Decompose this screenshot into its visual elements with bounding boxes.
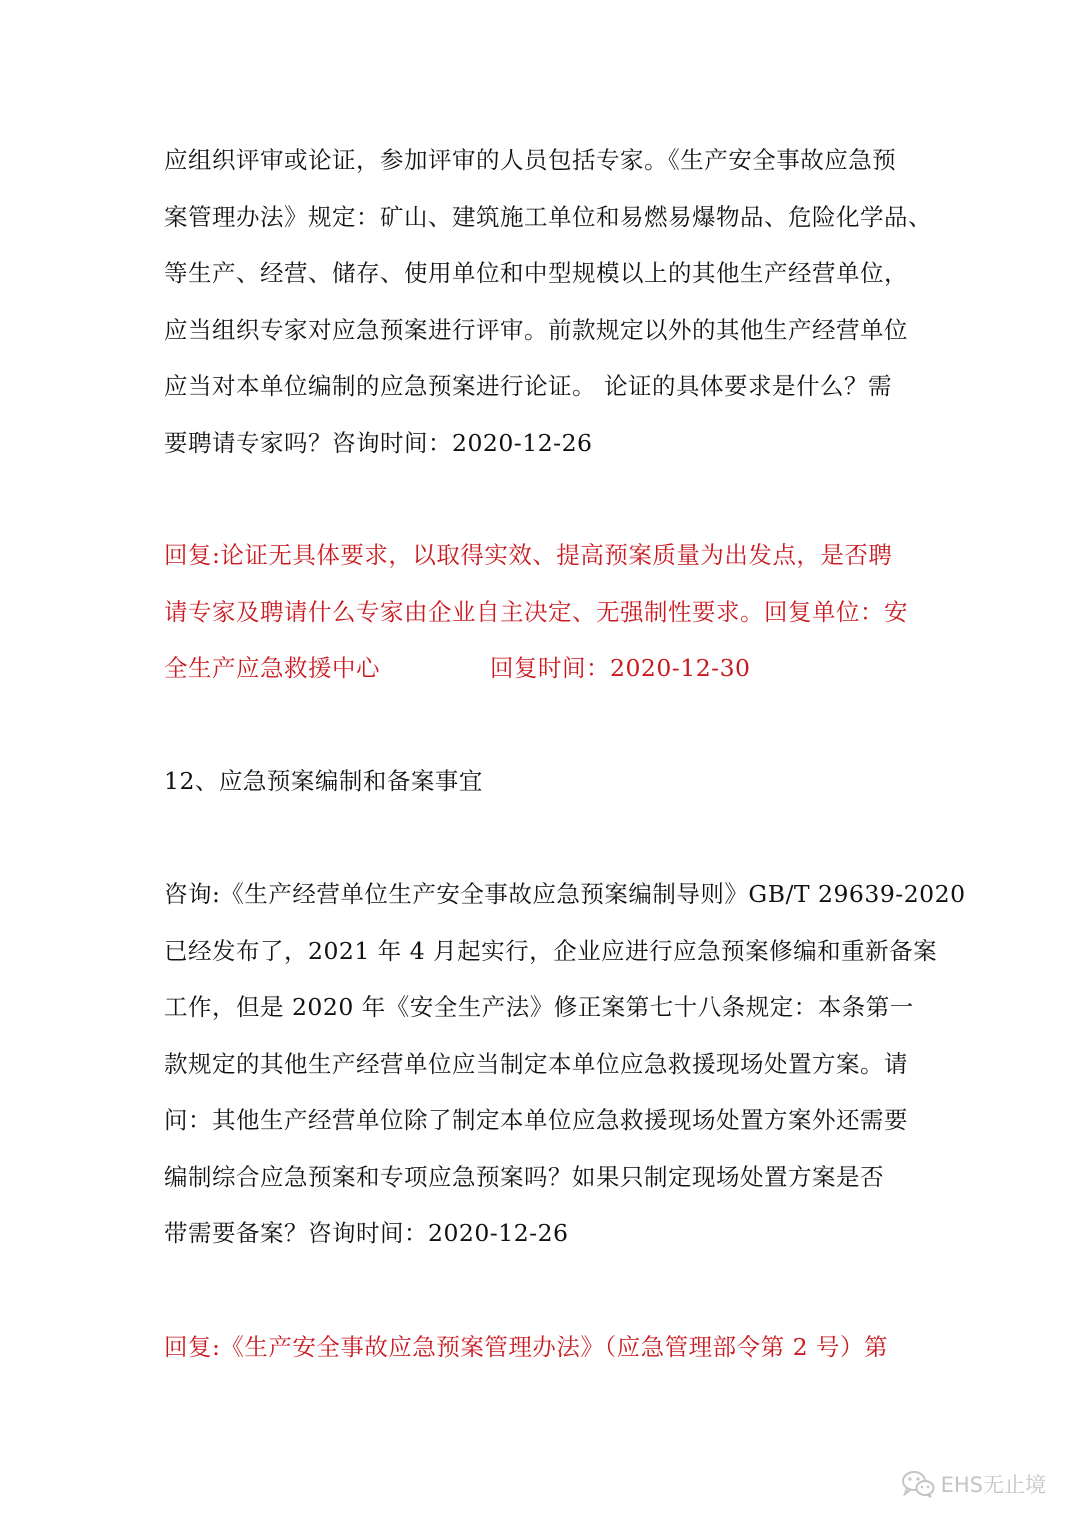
text-line: 案管理办法》规定：矿山、建筑施工单位和易燃易爆物品、危险化学品、 [164,202,932,231]
section-heading [164,753,920,810]
reply-line: 请专家及聘请什么专家由企业自主决定、无强制性要求。回复单位：安 [164,597,908,626]
wechat-icon [901,1470,935,1498]
reply-paragraph-1 [164,527,920,697]
text-line: 咨询:《生产经营单位生产安全事故应急预案编制导则》GB/T 29639-2020 [164,880,966,908]
reply-line: 回复:《生产安全事故应急预案管理办法》（应急管理部令第 2 号）第 [164,1333,889,1361]
question-paragraph-1 [164,132,932,471]
text-line: 问：其他生产经营单位除了制定本单位应急救援现场处置方案外还需要 [164,1106,908,1134]
text-line: 应当对本单位编制的应急预案进行论证。 论证的具体要求是什么？需 [164,372,892,400]
text-line: 已经发布了，2021 年 4 月起实行，企业应进行应急预案修编和重新备案 [164,936,938,965]
reply-time: 回复时间：2020-12-30 [490,654,751,682]
question-paragraph-2 [164,866,966,1262]
heading-text: 12、应急预案编制和备案事宜 [164,767,483,795]
text-line: 应当组织专家对应急预案进行评审。前款规定以外的其他生产经营单位 [164,315,908,344]
text-line: 应组织评审或论证，参加评审的人员包括专家。《生产安全事故应急预 [164,146,897,174]
text-line: 编制综合应急预案和专项应急预案吗？如果只制定现场处置方案是否 [164,1162,884,1191]
reply-line-last [164,640,920,697]
reply-paragraph-2 [164,1319,920,1376]
text-line: 等生产、经营、储存、使用单位和中型规模以上的其他生产经营单位， [164,259,908,287]
text-line: 带需要备案？咨询时间：2020-12-26 [164,1219,569,1247]
text-line: 工作，但是 2020 年《安全生产法》修正案第七十八条规定：本条第一 [164,993,914,1021]
watermark-text: EHS无止境 [940,1473,1046,1497]
text-line: 款规定的其他生产经营单位应当制定本单位应急救援现场处置方案。请 [164,1049,908,1078]
watermark [901,1469,1046,1499]
reply-line: 回复:论证无具体要求，以取得实效、提高预案质量为出发点，是否聘 [164,541,893,569]
reply-unit: 全生产应急救援中心 [164,654,380,682]
text-line: 要聘请专家吗？咨询时间：2020-12-26 [164,428,593,457]
